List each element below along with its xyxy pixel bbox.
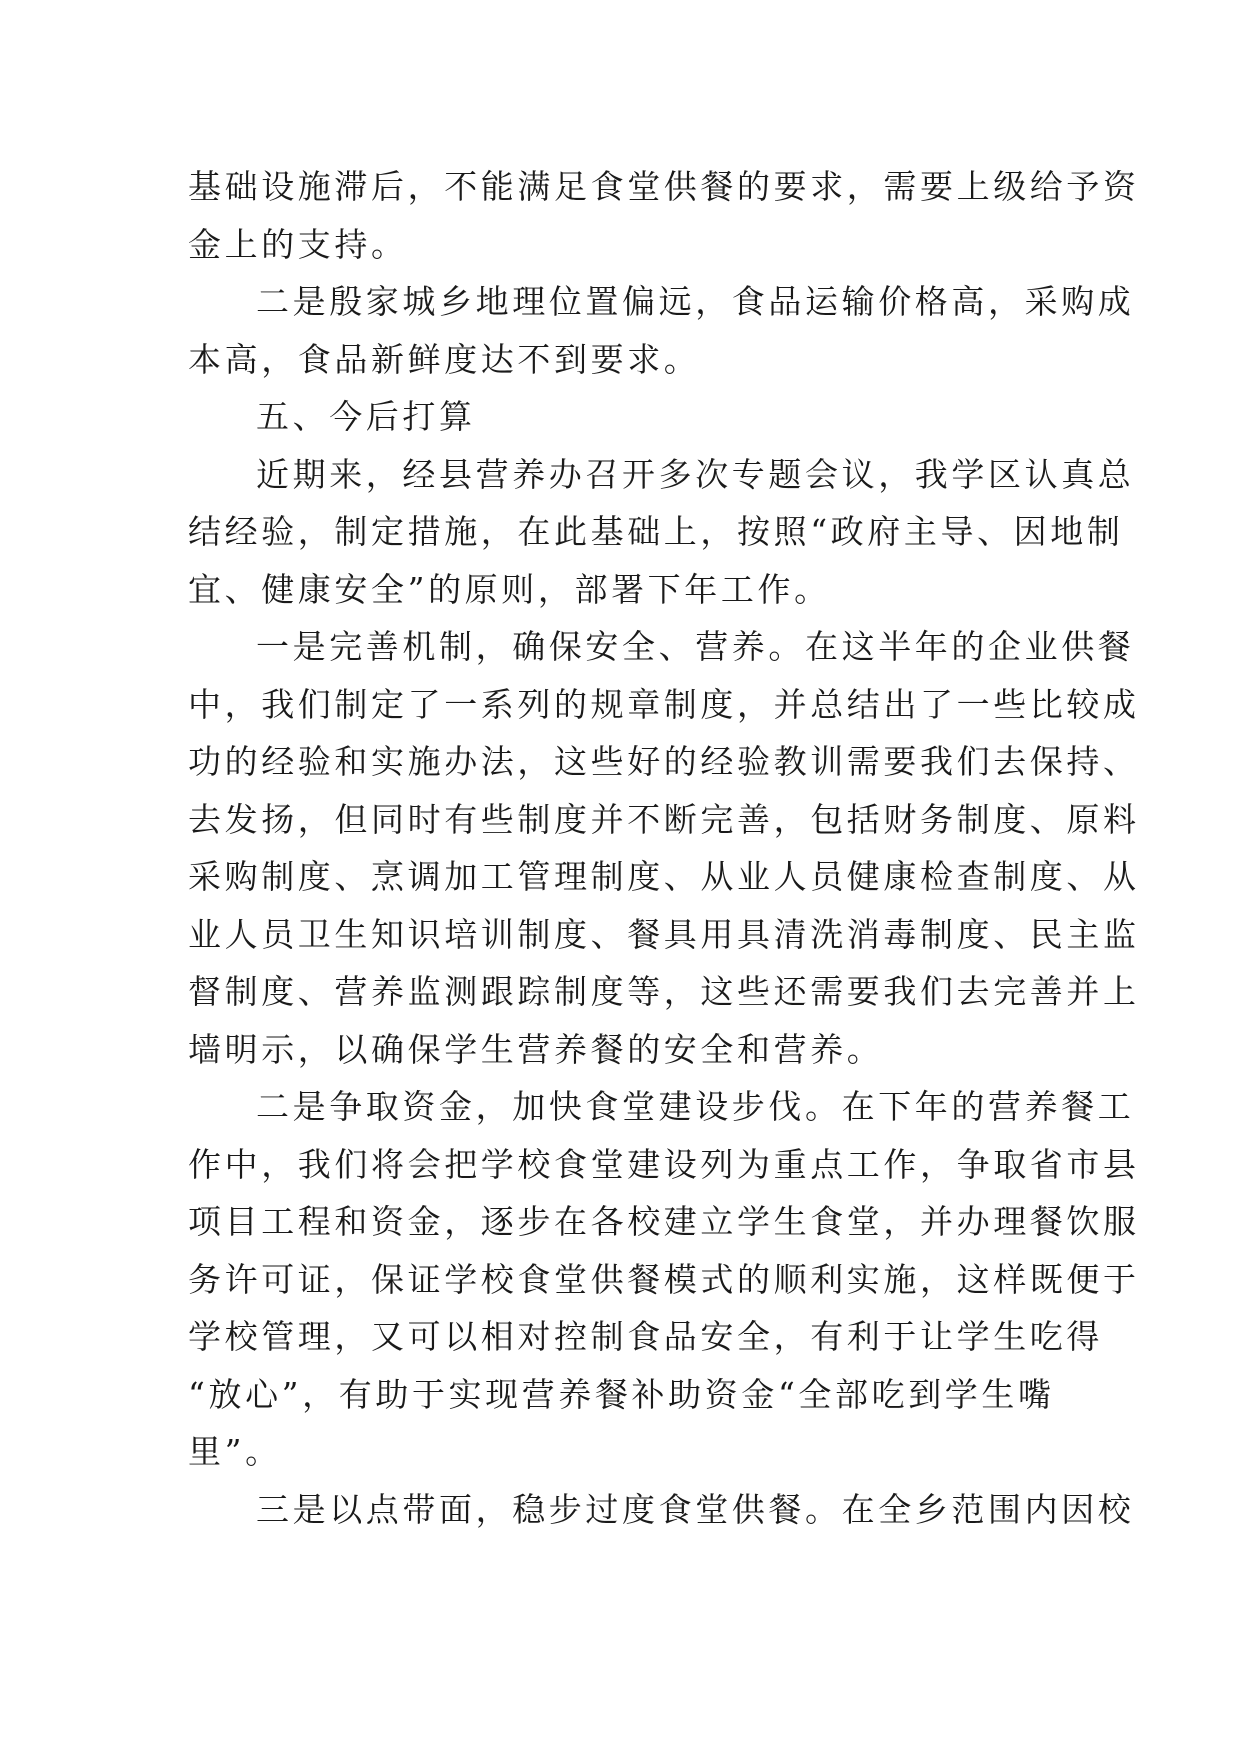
section-heading: 五、今后打算 <box>256 397 476 436</box>
text-line: 务许可证，保证学校食堂供餐模式的顺利实施，这样既便于 <box>188 1259 1140 1299</box>
text-line: 采购制度、烹调加工管理制度、从业人员健康检查制度、从 <box>188 857 1140 896</box>
document-body <box>188 158 1140 1538</box>
text-line: 金上的支持。 <box>188 224 408 264</box>
text-line: 功的经验和实施办法，这些好的经验教训需要我们去保持、 <box>188 742 1140 781</box>
paragraph-first-line: 三是以点带面，稳步过度食堂供餐。在全乡范围内因校 <box>256 1489 1135 1529</box>
text-line: 督制度、营养监测跟踪制度等，这些还需要我们去完善并上 <box>188 972 1140 1011</box>
text-line: “放心”，有助于实现营养餐补助资金“全部吃到学生嘴 <box>188 1374 1055 1414</box>
text-line: 结经验，制定措施，在此基础上，按照“政府主导、因地制 <box>188 512 1124 551</box>
text-line: 墙明示，以确保学生营养餐的安全和营养。 <box>188 1029 884 1069</box>
text-line: 去发扬，但同时有些制度并不断完善，包括财务制度、原料 <box>188 799 1140 839</box>
paragraph-first-line: 二是殷家城乡地理位置偏远，食品运输价格高，采购成 <box>256 282 1135 321</box>
text-line: 中，我们制定了一系列的规章制度，并总结出了一些比较成 <box>188 684 1140 724</box>
paragraph-first-line: 二是争取资金，加快食堂建设步伐。在下年的营养餐工 <box>256 1087 1135 1126</box>
text-line: 宜、健康安全”的原则，部署下年工作。 <box>188 569 831 609</box>
paragraph-first-line: 近期来，经县营养办召开多次专题会议，我学区认真总 <box>256 454 1135 494</box>
text-line: 基础设施滞后，不能满足食堂供餐的要求，需要上级给予资 <box>188 167 1140 206</box>
text-line: 业人员卫生知识培训制度、餐具用具清洗消毒制度、民主监 <box>188 914 1140 954</box>
text-line: 本高，食品新鲜度达不到要求。 <box>188 339 701 379</box>
text-line: 作中，我们将会把学校食堂建设列为重点工作，争取省市县 <box>188 1144 1140 1184</box>
paragraph-first-line: 一是完善机制，确保安全、营养。在这半年的企业供餐 <box>256 627 1135 666</box>
text-line: 项目工程和资金，逐步在各校建立学生食堂，并办理餐饮服 <box>188 1202 1140 1241</box>
text-line: 学校管理，又可以相对控制食品安全，有利于让学生吃得 <box>188 1317 1103 1356</box>
text-line: 里”。 <box>188 1432 282 1471</box>
